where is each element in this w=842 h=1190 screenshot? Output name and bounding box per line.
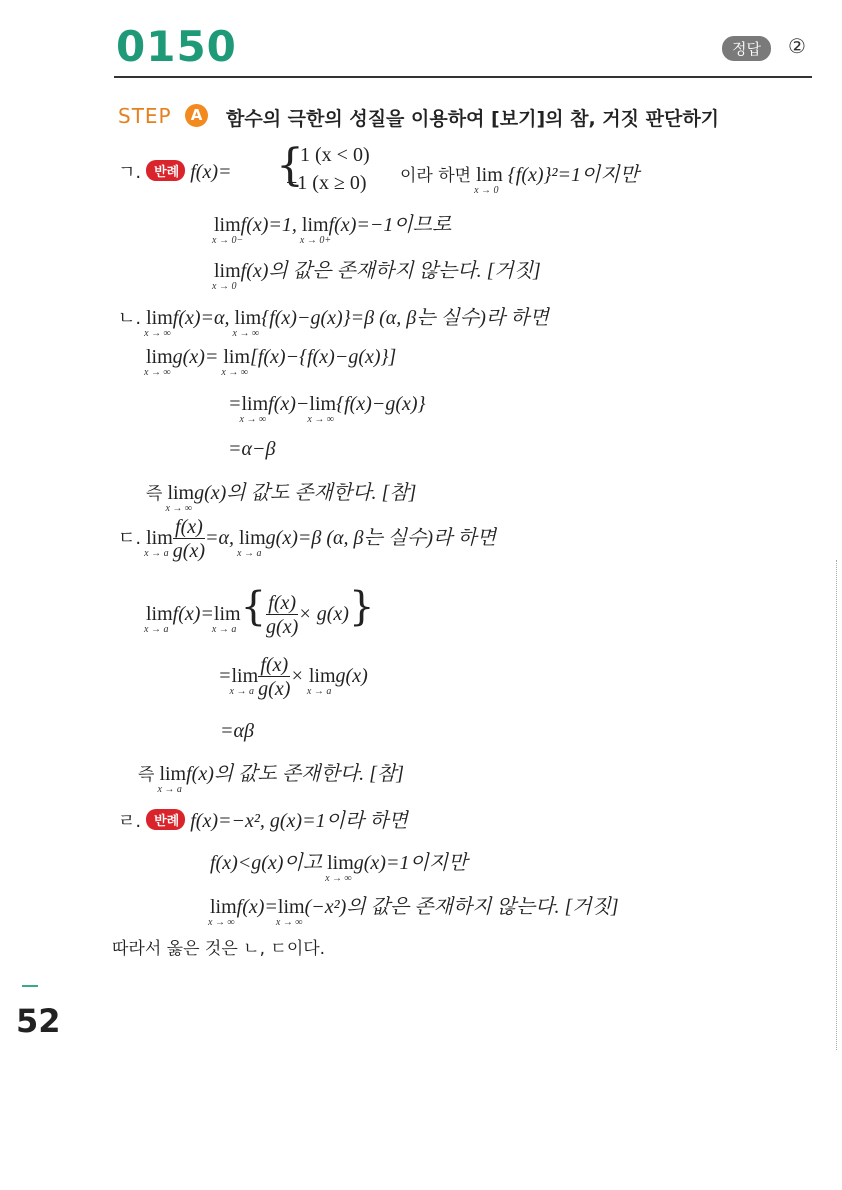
- item-g4-line1: ㄹ. 반례 f(x)=−x², g(x)=1이라 하면: [118, 810, 408, 832]
- item-g2-line5: 즉 lim x → ∞ g(x)의 값도 존재한다. [참]: [146, 482, 417, 514]
- item-g2-line1: ㄴ. lim x → ∞ f(x)=α, lim x → ∞ {f(x)−g(x)}=β (α, β는 실수)라 하면: [118, 307, 549, 339]
- item-g1-line1b: 이라 하면 lim x → 0 {f(x)}²=1이지만: [400, 164, 639, 196]
- counterexample-tag: 반례: [146, 160, 185, 181]
- item-g2-line2: lim x → ∞ g(x)= lim x → ∞ [f(x)−{f(x)−g(x)}]: [144, 346, 397, 378]
- problem-number: 0150: [116, 22, 237, 71]
- item-g1-line2: lim x → 0− f(x)=1, lim x → 0+ f(x)=−1이므로: [212, 214, 452, 246]
- item-g3-line4: =αβ: [220, 720, 254, 742]
- page-marker-line: [22, 985, 38, 987]
- step-label: STEP: [118, 104, 172, 128]
- item-g2-line3: =lim x → ∞ f(x)−lim x → ∞ {f(x)−g(x)}: [228, 393, 426, 425]
- conclusion: 따라서 옳은 것은 ㄴ, ㄷ이다.: [112, 939, 326, 959]
- page-number: 52: [16, 1002, 61, 1040]
- cases-line-2: −1 (x ≥ 0): [286, 172, 367, 194]
- item-g4-line2: f(x)<g(x)이고 lim x → ∞ g(x)=1이지만: [210, 852, 468, 884]
- counterexample-tag: 반례: [146, 809, 185, 830]
- cases-brace: {: [276, 140, 304, 191]
- step-title: 함수의 극한의 성질을 이용하여 [보기]의 참, 거짓 판단하기: [226, 108, 720, 130]
- item-g4-line3: lim x → ∞ f(x)=lim x → ∞ (−x²)의 값은 존재하지 않는다. [거짓]: [208, 896, 619, 928]
- item-g3-line5: 즉 lim x → a f(x)의 값도 존재한다. [참]: [138, 763, 404, 795]
- answer-value: ②: [788, 34, 806, 58]
- item-g1-line3: lim x → 0 f(x)의 값은 존재하지 않는다. [거짓]: [212, 260, 541, 292]
- item-g2-line4: =α−β: [228, 438, 276, 460]
- margin-dotted-line: [836, 560, 837, 1050]
- cases-line-1: 1 (x < 0): [300, 144, 370, 166]
- item-g1-line1: ㄱ. 반례 f(x)=: [118, 161, 232, 183]
- item-g3-line3: =lim x → a $\frac{f(x)}{g(x)}$ × lim x → a g(x): [218, 654, 368, 700]
- answer-badge: 정답: [722, 36, 771, 61]
- step-circle: A: [185, 104, 208, 127]
- item-g3-line2: lim x → a f(x)=lim x → a { $\frac{f(x)}{g(x)}$ × g(x)}: [144, 584, 375, 638]
- item-g3-line1: ㄷ. lim x → a $\frac{f(x)}{g(x)}$ =α, lim x → a g(x)=β (α, β는 실수)라 하면: [118, 516, 497, 562]
- header-divider: [114, 76, 812, 78]
